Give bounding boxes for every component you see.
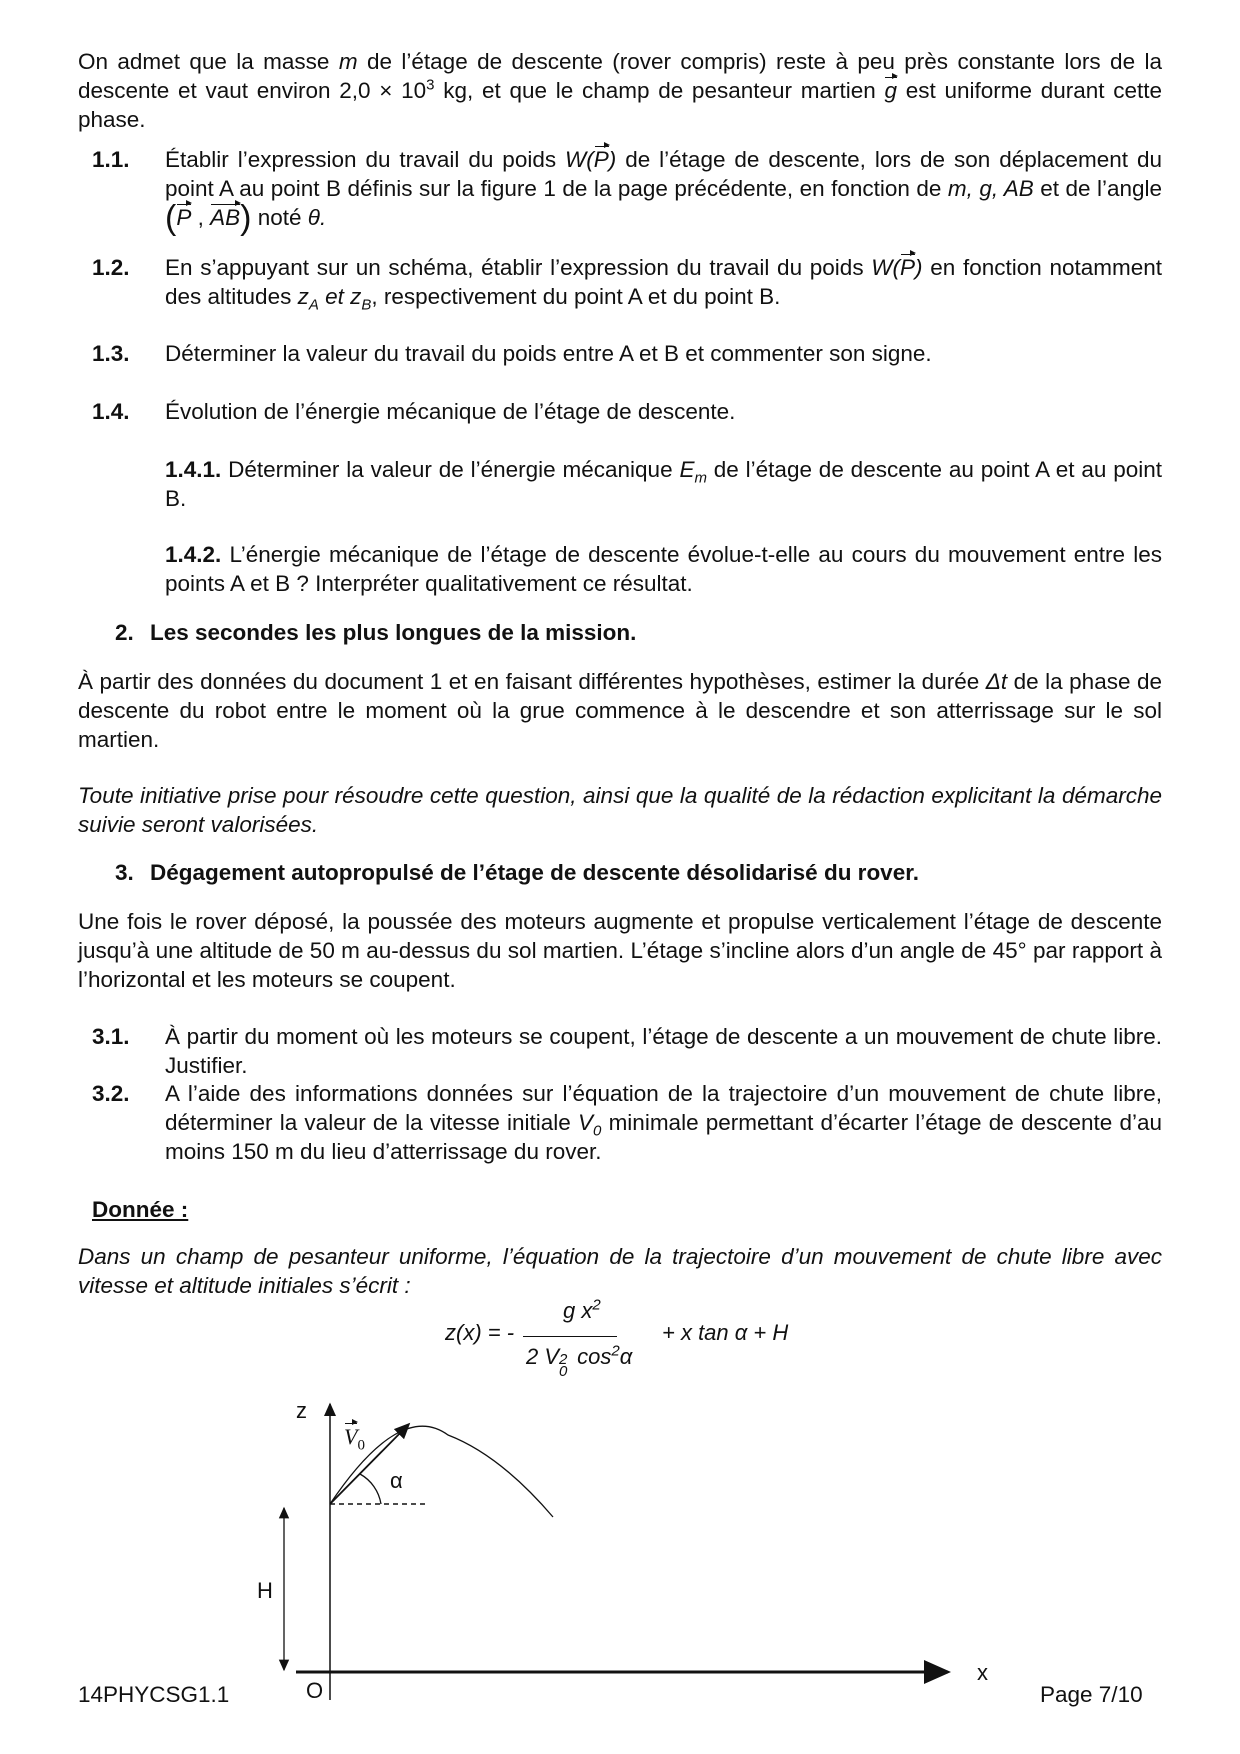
x-axis-label: x [977, 1660, 988, 1685]
den-c: α [619, 1344, 633, 1369]
alpha-label: α [390, 1468, 403, 1493]
text-segment: 3 [426, 76, 435, 94]
footer-page-number: Page 7/10 [1040, 1682, 1143, 1707]
text-segment: AB [210, 204, 241, 230]
text-segment: m [694, 469, 707, 487]
text-segment: ) [915, 255, 923, 280]
text-segment: , [191, 204, 211, 230]
alpha-arc [360, 1474, 381, 1504]
question-number: 3.1. [92, 1024, 130, 1049]
text-segment: E [679, 457, 695, 482]
text-segment: z [297, 283, 309, 309]
text-segment: P [900, 255, 916, 280]
text-segment: et z [318, 283, 362, 309]
text-segment: de la phase de descente du robot entre le moment où la grue commence à le descendre et son atterrissage sur le sol martien. [78, 669, 1163, 752]
text-segment: Dans un champ de pesanteur uniforme, l’équation de la trajectoire d’un mouvement de chute libre avec vitesse et altitude initiales s’écrit : [78, 1244, 1162, 1298]
text-segment: Toute initiative prise pour résoudre cette question, ainsi que la qualité de la rédaction explicitant la démarche suivie seront valorisées. [78, 783, 1162, 837]
h-label: H [257, 1578, 273, 1603]
den-exp: 2 [611, 1342, 620, 1360]
text-segment: en fonction notamment des altitudes [165, 255, 1163, 309]
text-segment: de l’étage de descente (rover compris) reste à peu près constante lors de la descente et vaut environ 2,0 × 10 [78, 49, 1162, 103]
text-segment: et de l’angle [1033, 175, 1162, 201]
text-segment: m, g, AB [947, 175, 1034, 201]
question-number: 1.3. [92, 341, 130, 366]
v0-sub: 0 [357, 1437, 365, 1454]
text-segment: ( [165, 198, 177, 237]
v0-label [344, 1424, 365, 1454]
text-segment: 1.4.1. [165, 457, 222, 482]
text-segment: B [361, 296, 372, 314]
question-number: 1.4. [92, 399, 130, 424]
text-segment: 0 [593, 1122, 602, 1140]
text-segment: de l’étage de descente au point A et au point B. [165, 457, 1162, 511]
text-segment: En s’appuyant sur un schéma, établir l’expression du travail du poids [165, 255, 872, 280]
text-segment: Déterminer la valeur de l’énergie mécanique [221, 457, 680, 482]
formula-rhs: + x tan α + H [662, 1320, 789, 1345]
text-segment: A l’aide des informations données sur l’équation de la trajectoire d’un mouvement de chute libre, déterminer la valeur de la vitesse initiale [165, 1081, 1162, 1135]
text-segment: minimale permettant d’écarter l’étage de descente d’au moins 150 m du lieu d’atterrissage du rover. [165, 1109, 1162, 1164]
origin-label: O [306, 1678, 324, 1703]
text-segment: A [308, 296, 319, 314]
numerator-exponent: 2 [592, 1296, 601, 1314]
text-segment: 1.4.2. [165, 542, 222, 567]
text-segment: Une fois le rover déposé, la poussée des moteurs augmente et propulse verticalement l’étage de descente jusqu’à une altitude de 50 m au-dessus du sol martien. L’étage s’incline alors d’un angle de 45° par rapport à l’horizontal et les moteurs se coupent. [78, 909, 1162, 992]
question-number: 2. [115, 620, 134, 645]
text-segment: W( [565, 147, 594, 172]
footer-code: 14PHYCSG1.1 [78, 1682, 230, 1707]
text-segment: On admet que la masse [78, 49, 339, 74]
text-segment: L’énergie mécanique de l’étage de descente évolue-t-elle au cours du mouvement entre les points A et B ? Interpréter qualitativement ce résultat. [165, 542, 1162, 596]
text-segment: Δt [985, 669, 1008, 694]
text-segment: ) [240, 198, 252, 237]
text-segment: θ. [307, 204, 327, 230]
text-segment: Les secondes les plus longues de la mission. [150, 620, 637, 645]
text-segment: W( [871, 255, 901, 280]
text-segment: de l’étage de descente, lors de son déplacement du point A au point B définis sur la figure 1 de la page précédente, en fonction de [165, 147, 1163, 201]
text-segment: Donnée : [92, 1197, 189, 1222]
question-number: 3. [115, 860, 134, 885]
text-segment: est uniforme durant cette phase. [78, 77, 1163, 132]
text-segment: kg, et que le champ de pesanteur martien [434, 77, 885, 103]
den-b: cos [571, 1344, 612, 1369]
text-segment: À partir du moment où les moteurs se coupent, l’étage de descente a un mouvement de chute libre. Justifier. [165, 1024, 1162, 1078]
text-segment: Dégagement autopropulsé de l’étage de descente désolidarisé du rover. [150, 860, 919, 885]
text-segment: g [884, 77, 897, 103]
text-segment: Établir l’expression du travail du poids [165, 147, 566, 172]
den-a: 2 V [526, 1344, 560, 1369]
question-number: 1.2. [92, 255, 130, 280]
text-segment: m [338, 49, 358, 74]
question-number: 3.2. [92, 1081, 130, 1106]
text-segment: Déterminer la valeur du travail du poids entre A et B et commenter son signe. [165, 341, 932, 366]
text-segment: , respectivement du point A et du point B. [371, 283, 781, 309]
question-number: 1.1. [92, 147, 130, 172]
z-axis-label: z [296, 1398, 307, 1423]
text-segment: P [176, 204, 192, 230]
text-segment: Évolution de l’énergie mécanique de l’étage de descente. [165, 399, 736, 424]
text-segment: ) [608, 147, 617, 172]
formula-denominator: 2 V 2 0 $\cos^2\alpha$ [526, 1342, 633, 1380]
formula-lhs: z(x) = - [445, 1320, 515, 1345]
numerator-text: g x [563, 1298, 593, 1323]
text-segment: À partir des données du document 1 et en faisant différentes hypothèses, estimer la durée [78, 669, 986, 694]
text-segment: noté [251, 204, 308, 230]
v0-text: V [344, 1424, 358, 1449]
text-segment: V [578, 1109, 594, 1135]
text-segment: P [593, 147, 609, 172]
